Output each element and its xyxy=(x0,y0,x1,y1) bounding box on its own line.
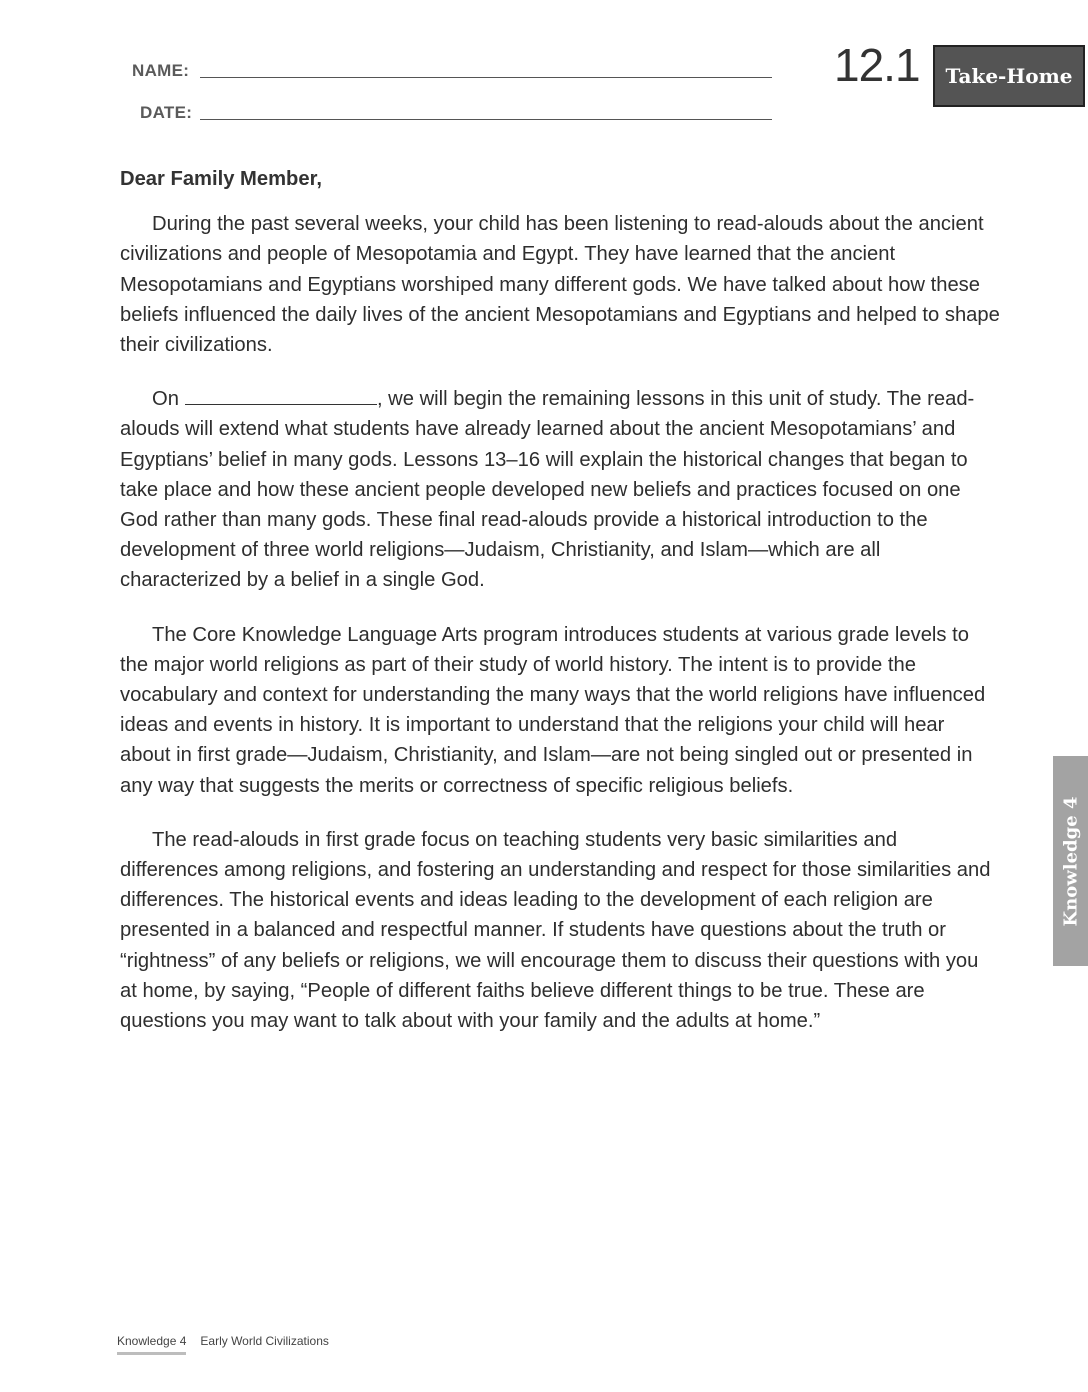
date-label: DATE: xyxy=(140,103,193,122)
take-home-badge: Take-Home xyxy=(933,45,1085,107)
paragraph-1: During the past several weeks, your child has been listening to read-alouds about the ancient civilizations and people of Mesopotamia and Egypt. They have learned that the ancient Mesopotamians and Egyptians worshiped many different gods. We have talked about how these beliefs influenced the daily lives of the ancient Mesopotamians and Egyptians and helped to shape their civilizations. xyxy=(120,213,1000,357)
paragraph-4: The read-alouds in first grade focus on teaching students very basic similarities and differences among religions, and fostering an understanding and respect for those similarities and differences. The historical events and ideas leading to the development of each religion are presented in a balanced and respectful manner. If students have questions about the truth or “rightness” of any beliefs or religions, we will encourage them to discuss their questions with you at home, by saying, “People of different faiths believe different things to be true. These are questions you may want to talk about with your family and the adults at home.” xyxy=(120,828,991,1033)
footer xyxy=(117,1334,329,1355)
side-tab-label: Knowledge 4 xyxy=(1060,796,1081,926)
date-blank-line[interactable] xyxy=(185,386,377,405)
name-field-line[interactable] xyxy=(200,77,772,78)
paragraph-2 xyxy=(120,384,1000,595)
name-label: NAME: xyxy=(132,61,190,80)
paragraph-3: The Core Knowledge Language Arts program introduces students at various grade levels to the major world religions as part of their study of world history. The intent is to provide the vocabulary and context for understanding the many ways that the world religions have influenced ideas and events in history. It is important to understand that the religions your child will hear about in first grade—Judaism, Christianity, and Islam—are not being singled out or presented in any way that suggests the merits or correctness of specific religious beliefs. xyxy=(120,623,986,797)
date-field-line[interactable] xyxy=(200,119,772,120)
paragraph-2-rest: , we will begin the remaining lessons in this unit of study. The read-alouds will extend what students have already learned about the ancient Mesopotamians’ and Egyptians’ belief in many gods. Lessons 13–16 will explain the historical changes that began to take place and how these ancient people developed new beliefs and practices focused on one God rather than many gods. These final read-alouds provide a historical introduction to the development of three world religions—Judaism, Christianity, and Islam—which are all characterized by a belief in a single God. xyxy=(120,388,975,592)
footer-title: Early World Civilizations xyxy=(200,1334,329,1348)
sheet-number: 12.1 xyxy=(834,39,920,91)
letter-body xyxy=(120,164,1000,1060)
paragraph-2-start: On xyxy=(152,388,179,411)
side-tab xyxy=(1053,756,1088,966)
footer-series: Knowledge 4 xyxy=(117,1334,186,1355)
salutation: Dear Family Member, xyxy=(120,168,322,190)
